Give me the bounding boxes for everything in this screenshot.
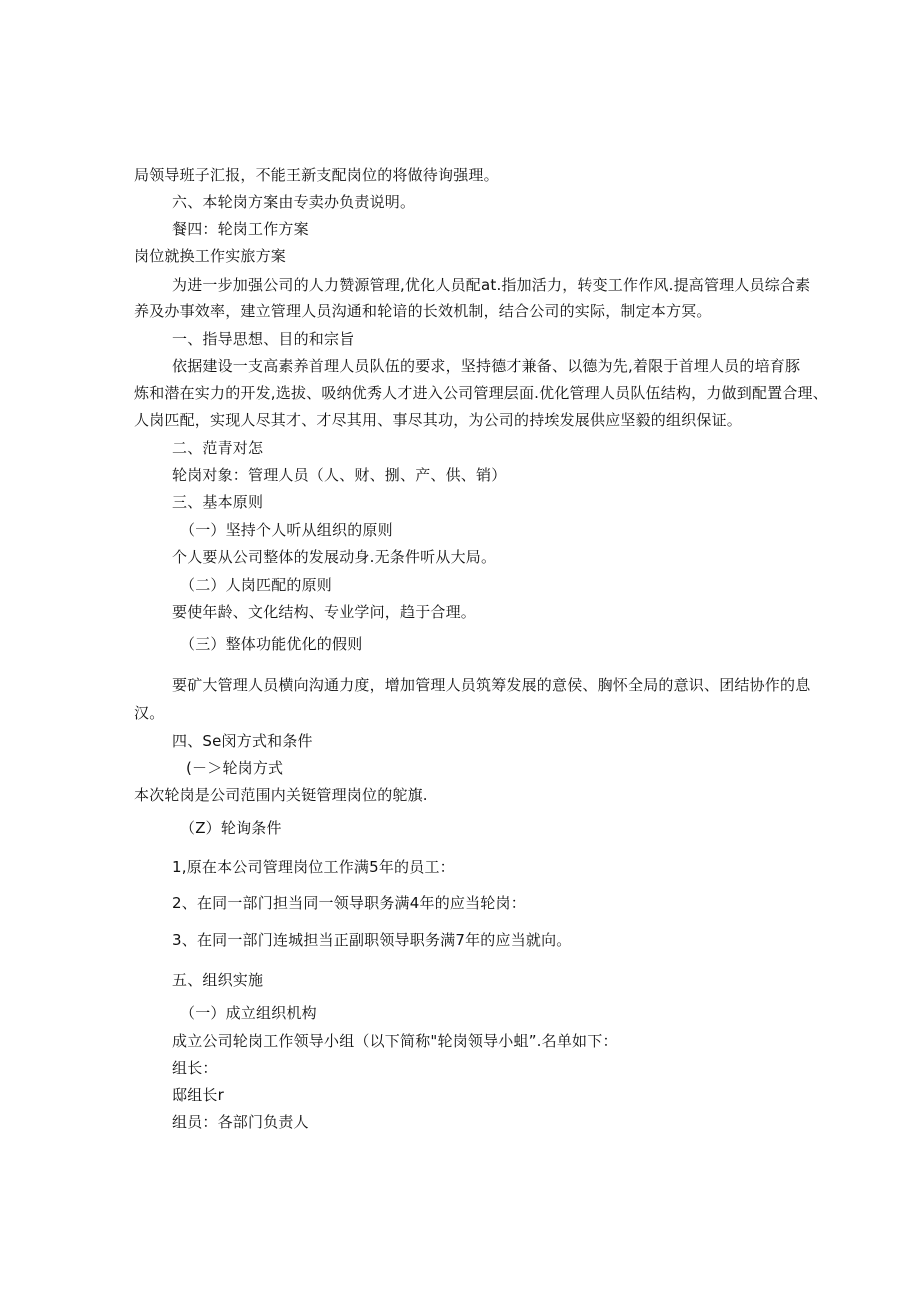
subsection-heading: （二）人岗匹配的原则	[180, 576, 333, 594]
subsection-heading: （一）成立组织机构	[180, 1004, 317, 1022]
text-line: 岗位就换工作实旅方案	[134, 247, 287, 265]
section-heading: 五、组织实施	[172, 971, 264, 989]
text-line: 成立公司轮岗工作领导小组（以下简称"轮岗领导小蛆”.名单如下：	[172, 1032, 618, 1050]
list-item: 2、在同一部门担当同一领导职务满4年的应当轮岗：	[172, 894, 526, 912]
text-line: 本次轮岗是公司范围内关铤管理岗位的鸵旗.	[134, 786, 428, 804]
list-item: 1,原在本公司管理岗位工作满5年的员工：	[172, 858, 455, 876]
text-line: 养及办事效率，建立管理人员沟通和轮谙的长效机制，结合公司的实际，制定本方冥。	[134, 302, 712, 320]
section-heading: 四、Se闵方式和条件	[172, 732, 313, 750]
text-line: 人岗匹配，实现人尽其才、才尽其用、事尽其功，为公司的持埃发展供应坚毅的组织保证。	[134, 411, 743, 429]
text-line: 为进一步加强公司的人力赞源管理,优化人员配at.指加活力，转变工作作风.提高管理人员综合素	[172, 276, 811, 294]
text-line: 邸组长r	[172, 1086, 224, 1104]
text-line: 餐四：轮岗工作方案	[172, 220, 309, 238]
section-heading: 二、范青对怎	[172, 439, 264, 457]
text-line: 汉。	[134, 704, 165, 722]
text-line: 要使年龄、文化结构、专业学问，趋于合理。	[172, 603, 477, 621]
text-line: 依据建设一支高素养首理人员队伍的要求，坚持德才兼备、以德为先,着限于首埋人员的培育豚	[172, 357, 801, 375]
text-line: 组员：各部门负责人	[172, 1113, 309, 1131]
subsection-heading: (－＞轮岗方式	[186, 759, 284, 777]
list-item: 3、在同一部门连城担当正副职领导职务满7年的应当就向。	[172, 931, 572, 949]
text-line: 要矿大管理人员横向沟通力度，增加管理人员筑筹发展的意侯、胸怀全局的意识、团结协作的息	[172, 676, 811, 694]
section-heading: 一、指导思想、目的和宗旨	[172, 330, 355, 348]
subsection-heading: （Z）轮询条件	[180, 819, 282, 837]
text-line: 炼和潜在实力的开发,选拔、吸纳优秀人才进入公司管理层面.优化管理人员队伍结构，力做到配置合理、	[134, 384, 828, 402]
subsection-heading: （一）坚持个人听从组织的原则	[180, 521, 393, 539]
text-line: 个人要从公司整体的发展动身.无条件听从大局。	[172, 548, 497, 566]
subsection-heading: （三）整体功能优化的假则	[180, 635, 363, 653]
section-heading: 三、基本原则	[172, 493, 264, 511]
text-line: 六、本轮岗方案由专卖办负责说明。	[172, 193, 416, 211]
text-line: 局领导班子汇报，不能王新支配岗位的将做待询强理。	[134, 166, 499, 184]
text-line: 轮岗对象：管理人员（人、财、捌、产、供、销）	[172, 466, 507, 484]
text-line: 组长：	[172, 1059, 218, 1077]
